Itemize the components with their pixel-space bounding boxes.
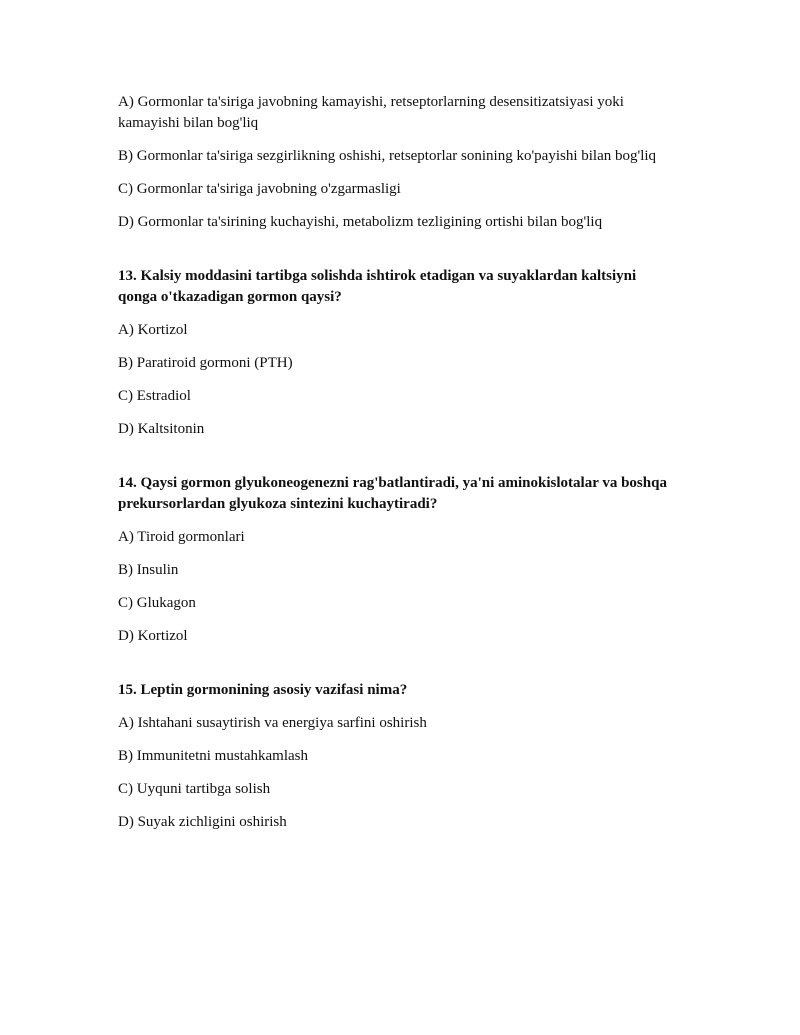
option-c: C) Uyquni tartibga solish xyxy=(118,781,271,797)
option-b: B) Paratiroid gormoni (PTH) xyxy=(118,355,293,371)
option-c: C) Estradiol xyxy=(118,388,191,404)
question-block-15 xyxy=(118,680,718,833)
question-block-13 xyxy=(118,266,718,440)
question-text: 15. Leptin gormonining asosiy vazifasi nima? xyxy=(118,682,408,698)
option-c: C) Glukagon xyxy=(118,595,196,611)
option-d: D) Kortizol xyxy=(118,628,188,644)
question-block-14 xyxy=(118,473,718,647)
option-d: D) Suyak zichligini oshirish xyxy=(118,814,287,830)
option-a: A) Kortizol xyxy=(118,322,188,338)
document-page xyxy=(118,92,718,845)
option-b: B) Insulin xyxy=(118,562,179,578)
option-a: A) Tiroid gormonlari xyxy=(118,529,245,545)
question-text: 13. Kalsiy moddasini tartibga solishda ishtirok etadigan va suyaklardan kaltsiyni qonga o'tkazadigan gormon qaysi? xyxy=(118,268,637,305)
option-d: D) Gormonlar ta'sirining kuchayishi, metabolizm tezligining ortishi bilan bog'liq xyxy=(118,214,603,230)
option-d: D) Kaltsitonin xyxy=(118,421,205,437)
option-a: A) Gormonlar ta'siriga javobning kamayishi, retseptorlarning desensitizatsiyasi yoki kamayishi bilan bog'liq xyxy=(118,94,624,131)
option-b: B) Immunitetni mustahkamlash xyxy=(118,748,308,764)
question-block-prev xyxy=(118,92,718,233)
option-a: A) Ishtahani susaytirish va energiya sarfini oshirish xyxy=(118,715,427,731)
option-c: C) Gormonlar ta'siriga javobning o'zgarmasligi xyxy=(118,181,401,197)
option-b: B) Gormonlar ta'siriga sezgirlikning oshishi, retseptorlar sonining ko'payishi bilan bog'liq xyxy=(118,148,657,164)
question-text: 14. Qaysi gormon glyukoneogenezni rag'batlantiradi, ya'ni aminokislotalar va boshqa prekursorlardan glyukoza sintezini kuchaytiradi? xyxy=(118,475,667,512)
